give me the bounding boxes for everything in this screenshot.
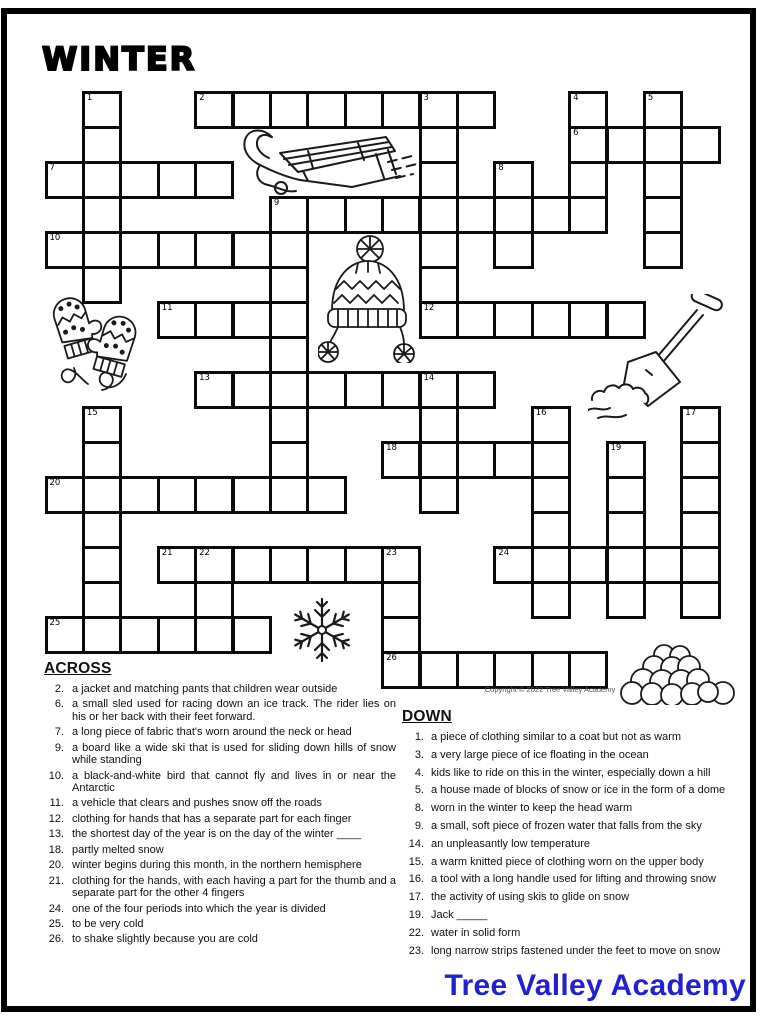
grid-cell[interactable]: [531, 546, 571, 584]
grid-cell-number: 14: [423, 372, 435, 383]
grid-cell-number: 24: [498, 547, 510, 558]
grid-cell[interactable]: [531, 511, 571, 549]
grid-cell-number: 12: [423, 302, 435, 313]
across-clue-item: [44, 903, 396, 915]
grid-cell[interactable]: [82, 406, 122, 444]
grid-cell[interactable]: [381, 371, 421, 409]
clue-text: a piece of clothing similar to a coat but not as warm: [431, 731, 682, 743]
down-clue-item: [402, 891, 758, 903]
grid-cell[interactable]: [306, 91, 346, 129]
grid-cell-number: 13: [199, 372, 210, 383]
down-clue-item: [402, 856, 758, 868]
grid-cell[interactable]: [531, 406, 571, 444]
grid-cell[interactable]: [419, 91, 459, 129]
down-clue-item: [402, 749, 758, 761]
grid-cell[interactable]: [306, 546, 346, 584]
grid-cell[interactable]: [531, 301, 571, 339]
grid-cell[interactable]: [157, 301, 197, 339]
grid-cell[interactable]: [419, 266, 459, 304]
grid-cell[interactable]: [680, 406, 720, 444]
clue-number: 20.: [48, 859, 64, 872]
clue-text: Jack _____: [431, 908, 488, 921]
across-clue-item: [44, 844, 396, 856]
grid-cell[interactable]: [419, 406, 459, 444]
grid-cell[interactable]: [419, 126, 459, 164]
grid-cell[interactable]: [531, 476, 571, 514]
grid-cell[interactable]: [344, 371, 384, 409]
down-section: [402, 708, 758, 962]
clue-number: 8.: [414, 802, 424, 815]
grid-cell[interactable]: [606, 581, 646, 619]
grid-cell-number: 22: [199, 547, 210, 558]
grid-cell[interactable]: [493, 441, 533, 479]
grid-cell[interactable]: [568, 196, 608, 234]
grid-cell[interactable]: [643, 231, 683, 269]
grid-cell[interactable]: [232, 476, 272, 514]
grid-cell[interactable]: [606, 511, 646, 549]
grid-cell[interactable]: [456, 301, 496, 339]
grid-cell[interactable]: [45, 231, 85, 269]
grid-cell-number: 10: [49, 232, 61, 243]
clue-number: 6.: [54, 698, 64, 711]
grid-cell[interactable]: [232, 616, 272, 654]
grid-cell-number: 7: [49, 162, 55, 173]
down-heading: DOWN: [402, 708, 452, 725]
clue-text: water in solid form: [431, 926, 521, 939]
grid-cell[interactable]: [493, 231, 533, 269]
clue-text: a house made of blocks of snow or ice in the form of a dome: [431, 784, 726, 797]
across-section: [44, 660, 396, 949]
clue-text: one of the four periods into which the year is divided: [72, 902, 326, 915]
grid-cell-number: 15: [86, 407, 98, 418]
clue-number: 10.: [48, 769, 64, 782]
clue-number: 2.: [54, 683, 64, 695]
clue-number: 4.: [414, 766, 424, 779]
page-title: WINTER: [42, 40, 197, 78]
grid-cell[interactable]: [269, 371, 309, 409]
clue-text: an unpleasantly low temperature: [431, 837, 590, 850]
grid-cell[interactable]: [194, 371, 234, 409]
clue-text: winter begins during this month, in the northern hemisphere: [72, 859, 362, 872]
down-clue-list: [402, 731, 758, 957]
grid-cell[interactable]: [680, 126, 720, 164]
clue-number: 1.: [414, 731, 424, 743]
grid-cell[interactable]: [606, 126, 646, 164]
grid-cell[interactable]: [568, 91, 608, 129]
grid-cell[interactable]: [232, 301, 272, 339]
grid-cell[interactable]: [531, 196, 571, 234]
clue-text: a long piece of fabric that's worn around the neck or head: [72, 726, 352, 739]
grid-cell[interactable]: [419, 476, 459, 514]
grid-cell-number: 6: [573, 127, 579, 138]
grid-cell[interactable]: [119, 616, 159, 654]
across-clue-item: [44, 770, 396, 795]
across-clue-item: [44, 683, 396, 695]
grid-cell-number: 4: [573, 92, 579, 103]
grid-cell[interactable]: [194, 616, 234, 654]
across-clue-item: [44, 859, 396, 871]
brand-logo-text: Tree Valley Academy: [444, 969, 746, 1002]
clue-number: 19.: [408, 908, 424, 921]
grid-cell[interactable]: [269, 476, 309, 514]
grid-cell[interactable]: [643, 196, 683, 234]
grid-cell[interactable]: [493, 301, 533, 339]
grid-cell-number: 16: [535, 407, 547, 418]
down-clue-item: [402, 838, 758, 850]
clue-text: worn in the winter to keep the head warm: [431, 802, 633, 815]
clue-text: a small, soft piece of frozen water that falls from the sky: [431, 819, 702, 832]
grid-cell[interactable]: [157, 616, 197, 654]
grid-cell[interactable]: [194, 231, 234, 269]
clue-text: partly melted snow: [72, 843, 164, 856]
grid-cell[interactable]: [381, 581, 421, 619]
grid-cell[interactable]: [419, 231, 459, 269]
grid-cell[interactable]: [568, 651, 608, 689]
across-clue-list: [44, 683, 396, 946]
grid-cell[interactable]: [82, 476, 122, 514]
grid-cell[interactable]: [232, 546, 272, 584]
grid-cell[interactable]: [531, 441, 571, 479]
grid-cell[interactable]: [493, 161, 533, 199]
grid-cell[interactable]: [493, 196, 533, 234]
grid-cell[interactable]: [45, 476, 85, 514]
grid-cell[interactable]: [531, 581, 571, 619]
grid-cell[interactable]: [82, 616, 122, 654]
grid-cell[interactable]: [381, 196, 421, 234]
clue-number: 24.: [48, 902, 64, 915]
grid-cell[interactable]: [568, 126, 608, 164]
grid-cell[interactable]: [194, 91, 234, 129]
grid-cell-number: 19: [610, 442, 622, 453]
down-clue-item: [402, 945, 758, 957]
down-clue-item: [402, 927, 758, 939]
across-clue-item: [44, 797, 396, 809]
grid-cell[interactable]: [269, 266, 309, 304]
grid-cell[interactable]: [269, 301, 309, 339]
grid-cell[interactable]: [456, 441, 496, 479]
grid-cell[interactable]: [344, 546, 384, 584]
grid-cell[interactable]: [269, 441, 309, 479]
grid-cell[interactable]: [45, 616, 85, 654]
clue-number: 17.: [408, 891, 424, 904]
clue-number: 9.: [54, 741, 64, 754]
grid-cell[interactable]: [680, 581, 720, 619]
grid-cell[interactable]: [45, 161, 85, 199]
clue-text: a board like a wide ski that is used for sliding down hills of snow while standing: [72, 741, 396, 767]
clue-text: a vehicle that clears and pushes snow off the roads: [72, 797, 322, 810]
grid-cell[interactable]: [419, 441, 459, 479]
grid-cell[interactable]: [306, 476, 346, 514]
grid-cell-number: 8: [498, 162, 504, 173]
grid-cell[interactable]: [456, 91, 496, 129]
grid-cell[interactable]: [194, 161, 234, 199]
down-clue-item: [402, 731, 758, 743]
clue-number: 26.: [48, 933, 64, 946]
grid-cell-number: 9: [273, 197, 280, 208]
across-clue-item: [44, 698, 396, 723]
clue-number: 3.: [414, 748, 424, 761]
grid-cell[interactable]: [306, 371, 346, 409]
grid-cell[interactable]: [606, 301, 646, 339]
clue-number: 25.: [48, 918, 64, 930]
grid-cell-number: 2: [199, 92, 205, 103]
grid-cell[interactable]: [82, 266, 122, 304]
grid-cell[interactable]: [82, 581, 122, 619]
grid-cell[interactable]: [232, 91, 272, 129]
across-clue-item: [44, 828, 396, 840]
clue-text: to be very cold: [72, 918, 144, 930]
grid-cell[interactable]: [568, 161, 608, 199]
grid-cell[interactable]: [119, 161, 159, 199]
clue-number: 5.: [414, 784, 424, 797]
grid-cell[interactable]: [680, 546, 720, 584]
grid-cell[interactable]: [456, 371, 496, 409]
grid-cell[interactable]: [419, 196, 459, 234]
clue-number: 13.: [48, 828, 64, 841]
clue-number: 11.: [49, 797, 64, 810]
across-clue-item: [44, 918, 396, 930]
grid-cell[interactable]: [119, 231, 159, 269]
grid-cell[interactable]: [456, 651, 496, 689]
clue-text: clothing for hands that has a separate part for each finger: [72, 812, 352, 825]
grid-cell[interactable]: [269, 336, 309, 374]
grid-cell[interactable]: [269, 196, 309, 234]
grid-cell[interactable]: [232, 231, 272, 269]
down-clue-item: [402, 873, 758, 885]
grid-cell[interactable]: [306, 196, 346, 234]
grid-cell[interactable]: [680, 441, 720, 479]
grid-cell[interactable]: [381, 546, 421, 584]
grid-cell[interactable]: [643, 161, 683, 199]
clue-text: a small sled used for racing down an ice track. The rider lies on his or her back with their feet forward.: [72, 698, 396, 723]
grid-cell[interactable]: [269, 231, 309, 269]
clue-text: kids like to ride on this in the winter, especially down a hill: [431, 766, 711, 779]
grid-cell[interactable]: [456, 196, 496, 234]
clue-number: 22.: [408, 926, 424, 939]
grid-cell[interactable]: [269, 546, 309, 584]
grid-cell-number: 26: [386, 652, 397, 663]
grid-cell[interactable]: [269, 91, 309, 129]
grid-cell[interactable]: [381, 91, 421, 129]
grid-cell[interactable]: [82, 441, 122, 479]
clue-text: a tool with a long handle used for lifting and throwing snow: [431, 873, 716, 886]
clue-number: 21.: [48, 874, 64, 887]
grid-cell[interactable]: [419, 301, 459, 339]
clue-text: a warm knitted piece of clothing worn on the upper body: [431, 855, 704, 868]
down-clue-item: [402, 820, 758, 832]
clue-number: 14.: [408, 837, 424, 850]
grid-cell[interactable]: [419, 161, 459, 199]
clue-text: the activity of using skis to glide on snow: [431, 891, 630, 904]
clue-number: 7.: [54, 726, 64, 739]
clue-number: 23.: [408, 944, 424, 957]
grid-cell[interactable]: [568, 546, 608, 584]
grid-cell[interactable]: [680, 511, 720, 549]
grid-cell[interactable]: [119, 476, 159, 514]
grid-cell[interactable]: [82, 511, 122, 549]
grid-cell[interactable]: [680, 476, 720, 514]
grid-cell[interactable]: [157, 546, 197, 584]
grid-cell[interactable]: [157, 161, 197, 199]
grid-cell-number: 23: [386, 547, 397, 558]
grid-cell-number: 18: [386, 442, 397, 453]
grid-cell[interactable]: [194, 546, 234, 584]
grid-cell[interactable]: [232, 371, 272, 409]
grid-cell[interactable]: [82, 231, 122, 269]
grid-cell[interactable]: [82, 196, 122, 234]
grid-cell-number: 11: [161, 302, 173, 313]
grid-cell[interactable]: [493, 546, 533, 584]
grid-cell[interactable]: [606, 546, 646, 584]
grid-cell[interactable]: [194, 476, 234, 514]
grid-cell[interactable]: [82, 91, 122, 129]
down-clue-item: [402, 909, 758, 921]
clue-number: 12.: [48, 812, 64, 825]
clue-text: a very large piece of ice floating in the ocean: [431, 748, 649, 761]
across-heading: ACROSS: [44, 660, 112, 677]
across-clue-item: [44, 933, 396, 945]
across-clue-item: [44, 726, 396, 738]
grid-cell[interactable]: [344, 196, 384, 234]
clue-text: to shake slightly because you are cold: [72, 933, 258, 946]
grid-cell[interactable]: [643, 91, 683, 129]
grid-cell[interactable]: [381, 441, 421, 479]
grid-cell[interactable]: [194, 301, 234, 339]
grid-cell[interactable]: [419, 651, 459, 689]
grid-cell-number: 20: [49, 477, 61, 488]
clue-text: clothing for the hands, with each having a part for the thumb and a separate part for the other 4 fingers: [72, 874, 396, 900]
across-clue-item: [44, 742, 396, 767]
grid-cell[interactable]: [194, 581, 234, 619]
clue-text: the shortest day of the year is on the day of the winter ____: [72, 828, 362, 841]
grid-cell[interactable]: [82, 126, 122, 164]
grid-cell[interactable]: [419, 371, 459, 409]
grid-cell[interactable]: [82, 161, 122, 199]
across-clue-item: [44, 813, 396, 825]
copyright-note: Copyright © 2022 Tree Valley Academy: [484, 685, 616, 694]
grid-cell-number: 25: [49, 617, 61, 628]
grid-cell[interactable]: [82, 546, 122, 584]
across-clue-item: [44, 875, 396, 900]
grid-cell[interactable]: [606, 441, 646, 479]
clue-number: 16.: [408, 873, 424, 886]
grid-cell[interactable]: [643, 126, 683, 164]
grid-cell[interactable]: [606, 476, 646, 514]
grid-cell-number: 1: [86, 92, 93, 103]
clue-text: a black-and-white bird that cannot fly and lives in or near the Antarctic: [72, 769, 396, 794]
grid-cell-number: 5: [647, 92, 654, 103]
clue-number: 15.: [408, 855, 424, 868]
grid-cell-number: 3: [423, 92, 429, 103]
grid-cell[interactable]: [157, 231, 197, 269]
grid-cell[interactable]: [157, 476, 197, 514]
grid-cell[interactable]: [344, 91, 384, 129]
clue-text: a jacket and matching pants that children wear outside: [72, 683, 338, 695]
grid-cell[interactable]: [269, 406, 309, 444]
down-clue-item: [402, 767, 758, 779]
grid-cell[interactable]: [381, 616, 421, 654]
clue-number: 18.: [48, 843, 64, 856]
grid-cell[interactable]: [493, 651, 533, 689]
grid-cell-number: 21: [161, 547, 173, 558]
grid-cell[interactable]: [568, 301, 608, 339]
down-clue-item: [402, 784, 758, 796]
down-clue-item: [402, 802, 758, 814]
grid-cell[interactable]: [531, 651, 571, 689]
clue-number: 9.: [414, 819, 424, 832]
grid-cell-number: 17: [685, 407, 697, 418]
clue-text: long narrow strips fastened under the feet to move on snow: [431, 944, 721, 957]
grid-cell[interactable]: [643, 546, 683, 584]
